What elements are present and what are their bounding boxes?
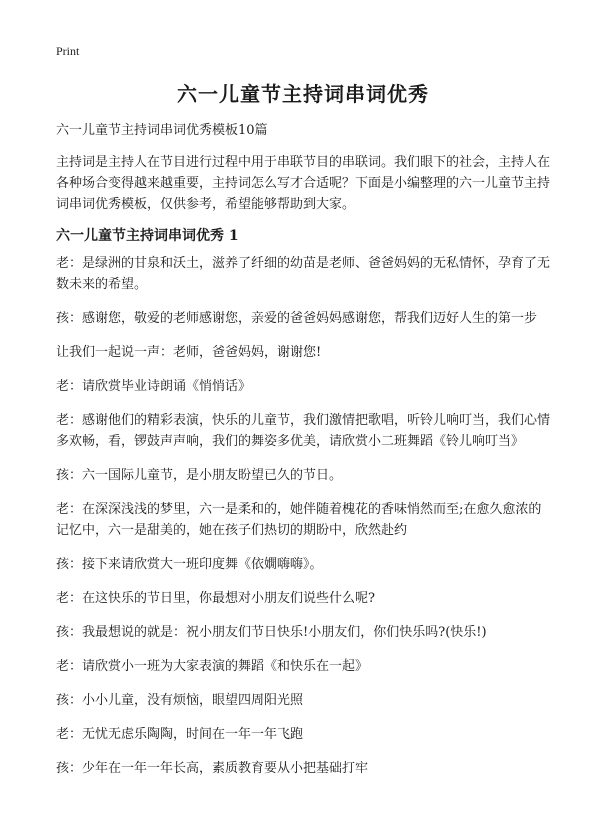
section-heading: 六一儿童节主持词串词优秀 1 [56, 228, 239, 244]
document-body [56, 78, 550, 792]
dialogue-paragraph: 孩：小小儿童，没有烦恼，眼望四周阳光照 [56, 693, 304, 708]
dialogue-paragraph: 老：请欣赏小一班为大家表演的舞蹈《和快乐在一起》 [56, 659, 369, 674]
dialogue-paragraph: 老：无忧无虑乐陶陶，时间在一年一年飞跑 [56, 727, 304, 742]
dialogue-paragraph: 孩：少年在一年一年长高，素质教育要从小把基础打牢 [56, 761, 369, 776]
dialogue-paragraph: 老：感谢他们的精彩表演，快乐的儿童节，我们激情把歌唱，听铃儿响叮当，我们心情多欢畅，看，锣鼓声声响，我们的舞姿多优美，请欣赏小二班舞蹈《铃儿响叮当》 [56, 413, 551, 449]
print-link[interactable]: Print [56, 44, 80, 58]
dialogue-paragraph: 孩：六一国际儿童节，是小朋友盼望已久的节日。 [56, 468, 343, 483]
dialogue-paragraph: 老：在深深浅浅的梦里，六一是柔和的，她伴随着槐花的香味悄然而至;在愈久愈浓的记忆中，六一是甜美的，她在孩子们热切的期盼中，欣然赴约 [56, 502, 542, 538]
dialogue-paragraph: 孩：接下来请欣赏大一班印度舞《依嫺嗨嗨》。 [56, 557, 323, 572]
dialogue-paragraph: 老：是绿洲的甘泉和沃土，滋养了纤细的幼苗是老师、爸爸妈妈的无私情怀，孕育了无数未来的希望。 [56, 256, 551, 292]
document-title: 六一儿童节主持词串词优秀 [177, 82, 429, 106]
document-subtitle: 六一儿童节主持词串词优秀模板10篇 [56, 123, 268, 138]
dialogue-paragraph: 老：在这快乐的节日里，你最想对小朋友们说些什么呢? [56, 591, 375, 606]
intro-paragraph: 主持词是主持人在节目进行过程中用于串联节目的串联词。我们眼下的社会，主持人在各种场合变得越来越重要，主持词怎么写才合适呢？下面是小编整理的六一儿童节主持词串词优秀模板，仅供参考，希望能够帮助到大家。 [56, 155, 551, 212]
dialogue-paragraph: 孩：感谢您，敬爱的老师感谢您，亲爱的爸爸妈妈感谢您，帮我们迈好人生的第一步 [56, 311, 538, 326]
dialogue-paragraph: 让我们一起说一声：老师，爸爸妈妈，谢谢您! [56, 345, 322, 360]
dialogue-paragraph: 老：请欣赏毕业诗朗诵《悄悄话》 [56, 379, 252, 394]
dialogue-paragraph: 孩：我最想说的就是：祝小朋友们节日快乐!小朋友们，你们快乐吗?(快乐!) [56, 625, 487, 640]
